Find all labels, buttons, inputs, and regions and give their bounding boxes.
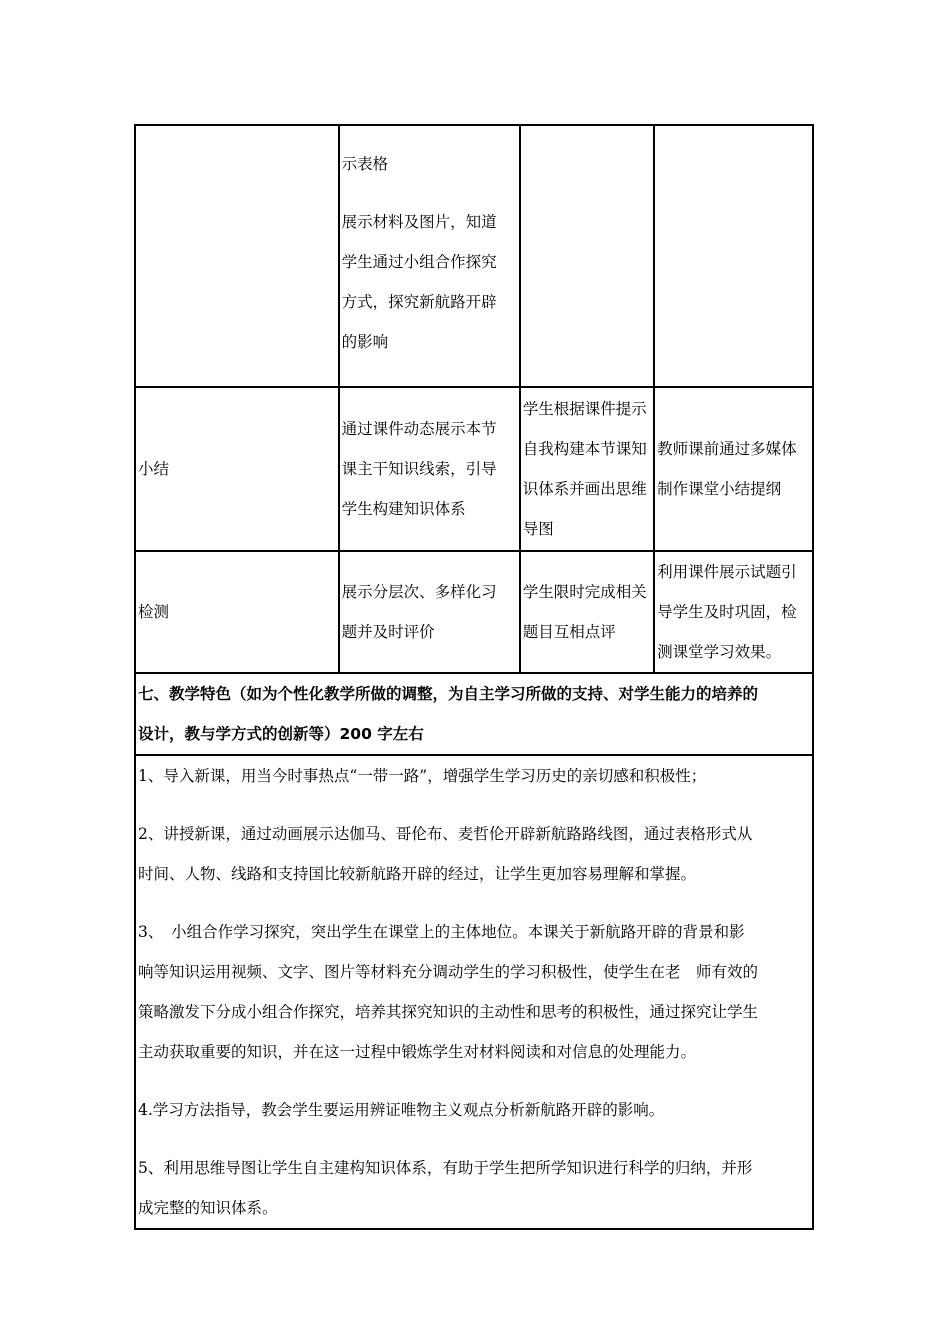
text-line: 识体系并画出思维 <box>522 480 647 498</box>
text-line: 展示材料及图片，知道 <box>341 213 497 231</box>
cell-student-activity <box>520 551 654 673</box>
text-line: 4.学习方法指导，教会学生要运用辨证唯物主义观点分析新航路开辟的影响。 <box>138 1101 665 1119</box>
text-line: 展示分层次、多样化习 <box>341 583 497 601</box>
cell-student-activity-empty <box>520 125 654 387</box>
cell-media <box>654 387 813 551</box>
table-row-summary <box>135 387 813 551</box>
text-line: 3、 小组合作学习探究，突出学生在课堂上的主体地位。本课关于新航路开辟的背景和影 <box>138 923 745 941</box>
table-row-materials <box>135 125 813 387</box>
text-line: 2、讲授新课，通过动画展示达伽马、哥伦布、麦哲伦开辟新航路路线图，通过表格形式从 <box>138 825 753 843</box>
text-line: 响等知识运用视频、文字、图片等材料充分调动学生的学习积极性，使学生在老 师有效的 <box>138 963 759 981</box>
section-heading <box>135 673 813 755</box>
section-body <box>135 755 813 1229</box>
cell-student-activity <box>520 387 654 551</box>
cell-stage-label: 小结 <box>135 387 339 551</box>
text-line: 1、导入新课，用当今时事热点“一带一路”，增强学生学习历史的亲切感和积极性； <box>138 767 707 785</box>
heading-line: 七、教学特色（如为个性化教学所做的调整，为自主学习所做的支持、对学生能力的培养的 <box>138 685 759 703</box>
text-line: 成完整的知识体系。 <box>138 1199 278 1217</box>
text-line: 的影响 <box>341 333 389 351</box>
text-line: 利用课件展示试题引 <box>657 563 797 581</box>
text-line: 策略激发下分成小组合作探究，培养其探究知识的主动性和思考的积极性，通过探究让学生 <box>138 1003 759 1021</box>
text-line: 学生构建知识体系 <box>341 500 466 518</box>
text-line: 学生限时完成相关 <box>522 583 647 601</box>
paragraph <box>138 814 810 894</box>
paragraph <box>138 1148 810 1228</box>
heading-line: 设计，教与学方式的创新等）200 字左右 <box>138 725 424 743</box>
text-line: 导图 <box>522 520 554 538</box>
cell-teacher-activity <box>339 125 520 387</box>
text-line: 教师课前通过多媒体 <box>657 440 797 458</box>
text-line: 制作课堂小结提纲 <box>657 480 782 498</box>
text-line: 通过课件动态展示本节 <box>341 420 497 438</box>
cell-teacher-activity <box>339 551 520 673</box>
table-row-section-body <box>135 755 813 1229</box>
text-line: 测课堂学习效果。 <box>657 643 782 661</box>
text-line: 课主干知识线索，引导 <box>341 460 497 478</box>
cell-media <box>654 551 813 673</box>
cell-teacher-activity <box>339 387 520 551</box>
cell-stage-empty <box>135 125 339 387</box>
text-line: 题并及时评价 <box>341 623 435 641</box>
lesson-plan-table <box>134 124 814 1230</box>
text-line: 学生通过小组合作探究 <box>341 253 497 271</box>
paragraph <box>138 912 810 1072</box>
text-line: 自我构建本节课知 <box>522 440 647 458</box>
text-line: 示表格 <box>341 155 389 173</box>
text-line: 5、利用思维导图让学生自主建构知识体系，有助于学生把所学知识进行科学的归纳，并形 <box>138 1159 753 1177</box>
paragraph <box>138 756 810 796</box>
text-line: 题目互相点评 <box>522 623 616 641</box>
text-line: 学生根据课件提示 <box>522 400 647 418</box>
text-line: 方式，探究新航路开辟 <box>341 293 497 311</box>
text-line: 导学生及时巩固，检 <box>657 603 797 621</box>
table-row-test <box>135 551 813 673</box>
paragraph <box>138 1090 810 1130</box>
text-line: 时间、人物、线路和支持国比较新航路开辟的经过，让学生更加容易理解和掌握。 <box>138 865 697 883</box>
table-row-section-heading <box>135 673 813 755</box>
cell-stage-label: 检测 <box>135 551 339 673</box>
text-line: 主动获取重要的知识，并在这一过程中锻炼学生对材料阅读和对信息的处理能力。 <box>138 1043 697 1061</box>
cell-media-empty <box>654 125 813 387</box>
